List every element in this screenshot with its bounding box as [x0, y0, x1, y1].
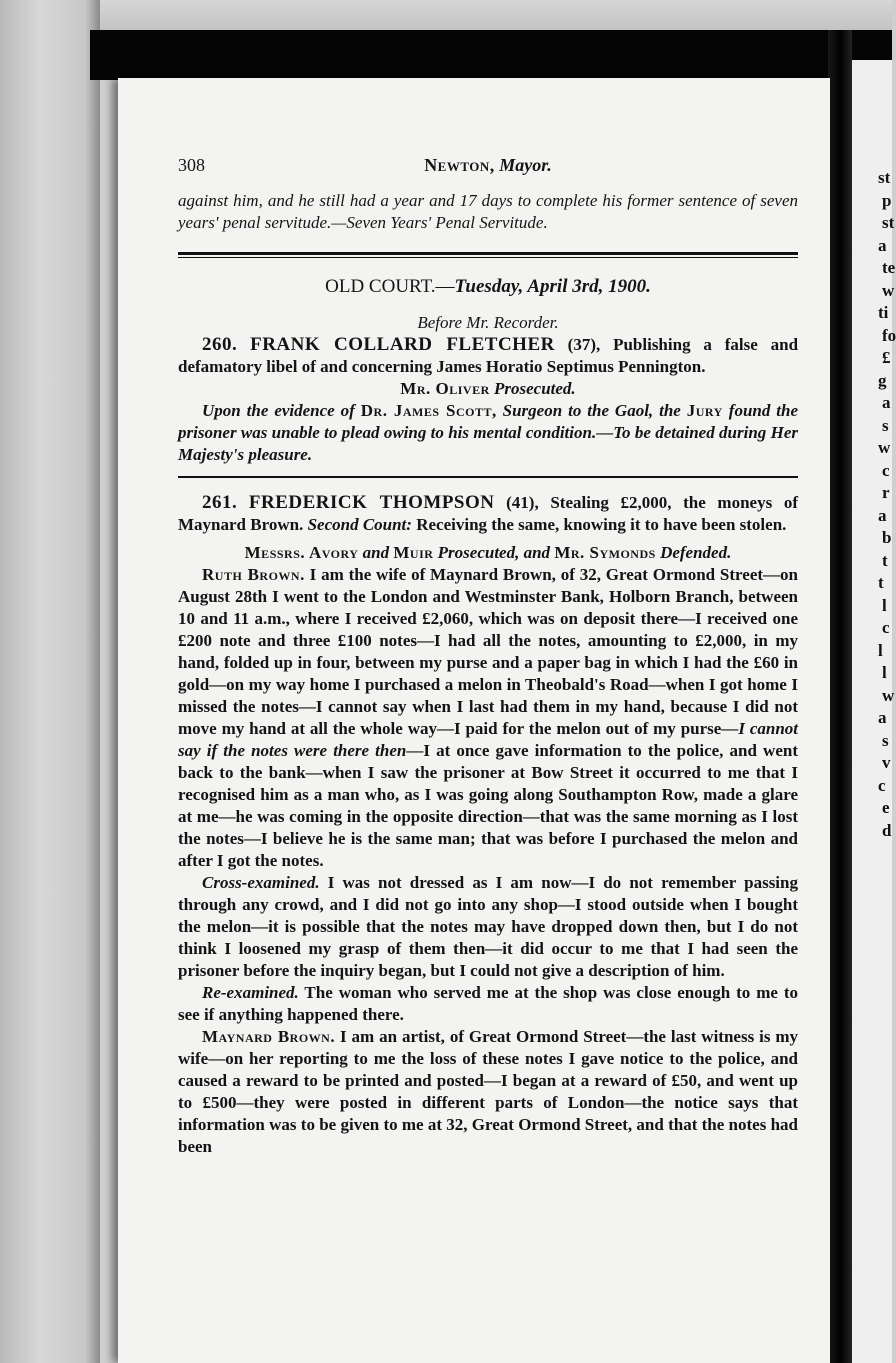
- facing-page-fragment: a: [878, 505, 887, 525]
- testimony-paragraph: [178, 564, 798, 872]
- before-line: Before Mr. Recorder.: [417, 313, 559, 332]
- facing-page-fragment: l: [882, 595, 887, 615]
- page-header: [178, 154, 798, 180]
- counsel-joiner: and: [358, 543, 394, 562]
- facing-page-fragment: a: [878, 235, 887, 255]
- counsel-name: Mr. Symonds: [554, 543, 656, 562]
- testimony-paragraph: [178, 982, 798, 1026]
- facing-page-fragment: v: [882, 753, 891, 772]
- case-260-defendant: FRANK COLLARD FLETCHER: [250, 334, 555, 355]
- case-261-counsel: [178, 542, 798, 564]
- facing-page-fragment: ti: [878, 303, 889, 322]
- page-number: 308: [178, 155, 205, 175]
- facing-page-fragment: t: [882, 550, 888, 570]
- facing-page-fragment: l: [878, 640, 883, 660]
- witness-name: Ruth Brown.: [202, 565, 305, 584]
- book-binding: [828, 30, 852, 1363]
- facing-page-fragment: a: [878, 708, 887, 727]
- verdict-witness: Dr. James Scott,: [360, 401, 497, 420]
- case-260-number: 260.: [202, 334, 238, 355]
- facing-page-fragment: st: [878, 168, 891, 187]
- case-261-defendant: FREDERICK THOMPSON: [248, 492, 495, 513]
- facing-page-fragment: d: [882, 820, 892, 840]
- testimony-paragraph: [178, 1026, 798, 1158]
- scan-left-margin: [0, 0, 100, 1363]
- counsel-role: Prosecuted.: [489, 379, 576, 398]
- facing-page-fragment: te: [882, 258, 896, 277]
- court-date: Tuesday, April 3rd, 1900.: [454, 276, 651, 297]
- testimony-paragraph: [178, 872, 798, 982]
- court-heading: [178, 276, 798, 298]
- testimony-text: I am an artist, of Great Ormond Street—the last witness is my wife—on her reporting to me the loss of these notes I gave notice to the police, and caused a reward to be printed and posted—I began at a reward of £50, and went up to £500—they were posted in different parts of London—the notice says that information was to be given to me at 32, Great Ormond Street, and that the notes had been: [178, 1027, 798, 1156]
- testimony-text: I was not dressed as I am now—I do not remember passing through any crowd, and I did not go into any shop—I stood outside when I bought the melon—it is possible that the notes may have dropped down then, but I do not think I loosened my grasp of them then—it did occur to me that I had seen the prisoner before the inquiry began, but I could not give a description of him.: [178, 873, 798, 980]
- case-261-second-count: Second Count:: [307, 515, 412, 534]
- facing-page-fragment: e: [882, 798, 890, 817]
- testimony-block: [178, 564, 798, 1158]
- scan-top-shadow: [90, 30, 892, 80]
- section-rule: [178, 252, 798, 258]
- testimony-text: The woman who served me at the shop was close enough to me to see if anything happened there.: [178, 983, 798, 1024]
- facing-page-fragment: w: [878, 438, 891, 457]
- running-title: [178, 154, 798, 176]
- verdict-part: Surgeon to the Gaol, the: [496, 401, 687, 420]
- page-content: [178, 154, 798, 1158]
- counsel-name: Messrs. Avory: [244, 543, 359, 562]
- case-261-charge-2: Receiving the same, knowing it to have been stolen.: [411, 515, 787, 534]
- book-page: [118, 78, 830, 1363]
- facing-page-edge: [852, 60, 896, 1363]
- facing-page-fragment: a: [882, 393, 891, 412]
- case-260-charge: (37), Publishing a false and defamatory libel of and concerning James Horatio Septimus Pennington.: [178, 335, 799, 376]
- facing-page-fragment: t: [878, 573, 884, 592]
- running-title-role: Mayor.: [499, 155, 552, 175]
- verdict-part: Upon the evidence of: [202, 401, 361, 420]
- case-260-counsel: [178, 378, 798, 400]
- testimony-text: —I at once gave information to the police, and went back to the bank—when I saw the prisoner at Bow Street it occurred to me that I recognised him as a man who, as I was going along Southampton Row, made a glare at me—he was coming in the opposite direction—that was the same morning as I lost the notes—I believe he is the same man; that was before I purchased the melon and after I got the notes.: [178, 741, 798, 870]
- facing-page-fragment: fo: [882, 325, 896, 345]
- facing-page-fragment: £: [882, 348, 891, 367]
- facing-page-fragment: s: [882, 730, 889, 750]
- testimony-text: I am the wife of Maynard Brown, of 32, Great Ormond Street—on August 28th I went to the London and Westminster Bank, Holborn Branch, between 10 and 11 a.m., where I received £2,060, which was on deposit there—I received one £200 note and three £100 notes—I had all the notes, amounting to £2,000, in my hand, folded up in four, between my purse and a paper bag in which I had the £60 in gold—on my way home I purchased a melon in Theobald's Road—when I got home I missed the notes—I cannot say when I last had them in my hand, because I did not move my hand at all the whole way—I paid for the melon out of my purse—: [178, 565, 798, 738]
- case-rule: [178, 476, 798, 478]
- facing-page-fragment: g: [878, 370, 887, 390]
- counsel-role: Defended.: [655, 543, 732, 562]
- facing-page-fragment: b: [882, 528, 892, 547]
- counsel-name: Mr. Oliver: [400, 379, 490, 398]
- facing-page-fragment: r: [882, 483, 890, 502]
- counsel-role: Prosecuted, and: [433, 543, 555, 562]
- verdict-jury: Jury: [686, 401, 723, 420]
- facing-page-fragment: st: [882, 213, 895, 232]
- facing-page-fragment: c: [882, 618, 890, 637]
- case-261-number: 261.: [202, 492, 238, 513]
- facing-page-fragment: w: [882, 685, 895, 705]
- case-261-charge: (41), Stealing £2,000, the moneys of Maynard Brown.: [178, 493, 798, 534]
- facing-page-fragment: w: [882, 280, 895, 300]
- facing-page-fragment: c: [882, 460, 890, 480]
- facing-page-fragment: s: [882, 415, 889, 435]
- running-title-name: Newton,: [424, 155, 495, 175]
- carryover-text: against him, and he still had a year and 17 days to complete his former sentence of seven years' penal servitude.—Seven Years' Penal Servitude.: [178, 191, 798, 232]
- case-261: [178, 492, 798, 536]
- counsel-name: Muir: [393, 543, 434, 562]
- facing-page-fragment: p: [882, 190, 892, 210]
- examination-label: Re-examined.: [202, 983, 299, 1002]
- verdict-part: found the prisoner was unable to plead owing to his mental condition.—To be detained during Her Majesty's pleasure.: [178, 401, 799, 464]
- witness-name: Maynard Brown.: [202, 1027, 336, 1046]
- facing-page-fragment: c: [878, 775, 886, 795]
- case-260: [178, 334, 798, 378]
- case-260-verdict: [178, 400, 798, 466]
- facing-page-fragment: l: [882, 663, 887, 682]
- court-name: OLD COURT.—: [325, 276, 455, 297]
- examination-label: Cross-examined.: [202, 873, 320, 892]
- testimony-italic: I cannot say if the notes were there then: [178, 719, 798, 760]
